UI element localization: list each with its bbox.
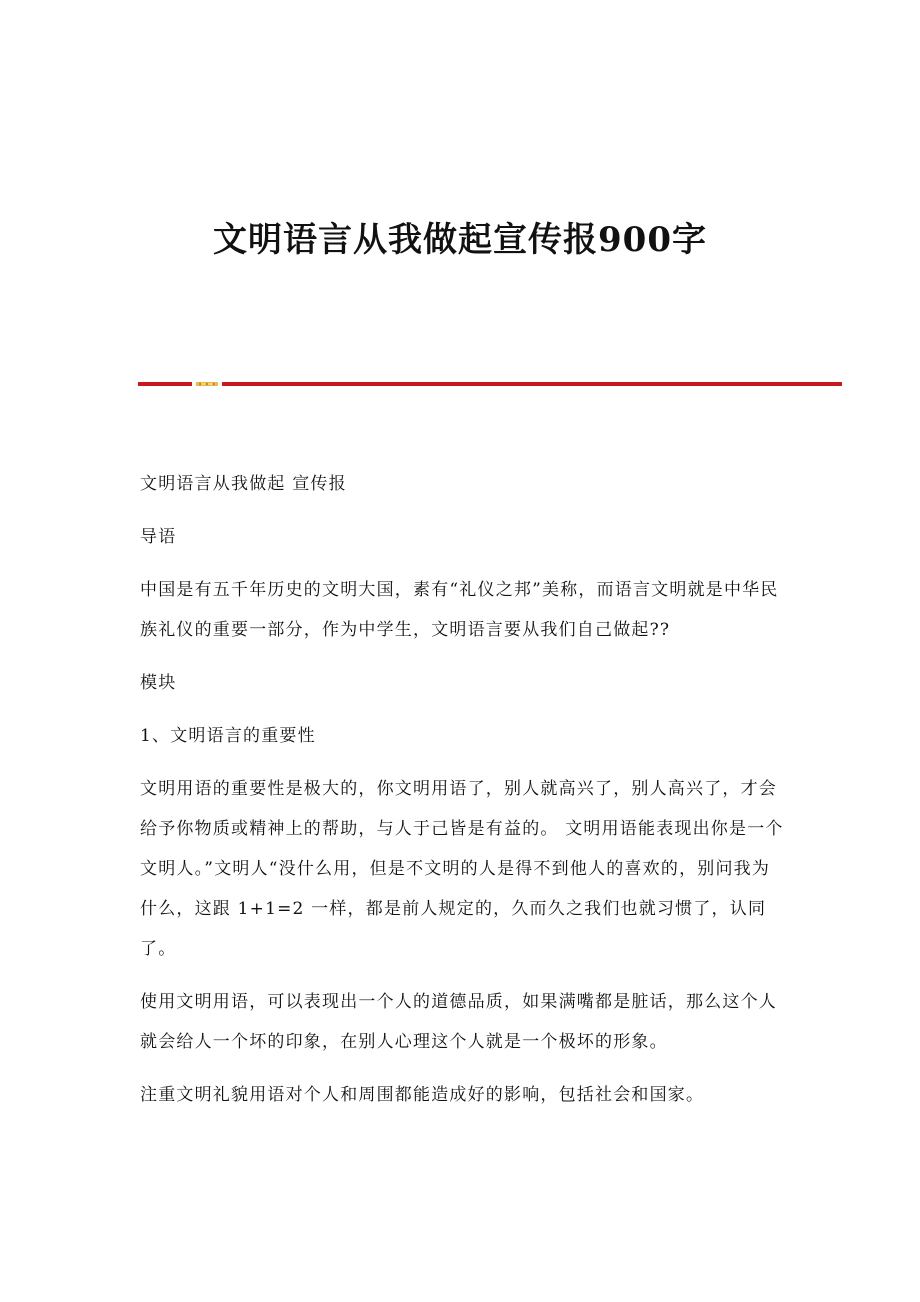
intro-paragraph: 中国是有五千年历史的文明大国，素有“礼仪之邦”美称，而语言文明就是中华民族礼仪的重要一部分，作为中学生，文明语言要从我们自己做起??: [140, 580, 779, 640]
body-paragraph-2: 使用文明用语，可以表现出一个人的道德品质，如果满嘴都是脏话，那么这个人就会给人一个坏的印象，在别人心理这个人就是一个极坏的形象。: [140, 992, 777, 1052]
section-heading-intro: 导语: [140, 527, 177, 547]
body-paragraph-1: 文明用语的重要性是极大的，你文明用语了，别人就高兴了，别人高兴了，才会给予你物质或精神上的帮助，与人于己皆是有益的。 文明用语能表现出你是一个文明人。”文明人“没什么用，但是不文明的人是得不到他人的喜欢的，别问我为什么，这跟 1+1=2 一样，都是前人规定的，久而久之我们也就习惯了，认同了。: [140, 779, 784, 959]
title-divider: [138, 379, 842, 389]
page-title: 文明语言从我做起宣传报900字: [213, 220, 707, 260]
section-heading-module: 模块: [140, 673, 177, 693]
body-paragraph-3: 注重文明礼貌用语对个人和周围都能造成好的影响，包括社会和国家。: [140, 1085, 705, 1105]
divider-left-segment: [138, 382, 192, 386]
subtitle-line: 文明语言从我做起 宣传报: [140, 474, 347, 494]
divider-right-segment: [222, 382, 842, 386]
document-body: [140, 464, 785, 1128]
divider-ornament-icon: [196, 380, 218, 388]
module-heading-1: 1、文明语言的重要性: [140, 726, 316, 746]
